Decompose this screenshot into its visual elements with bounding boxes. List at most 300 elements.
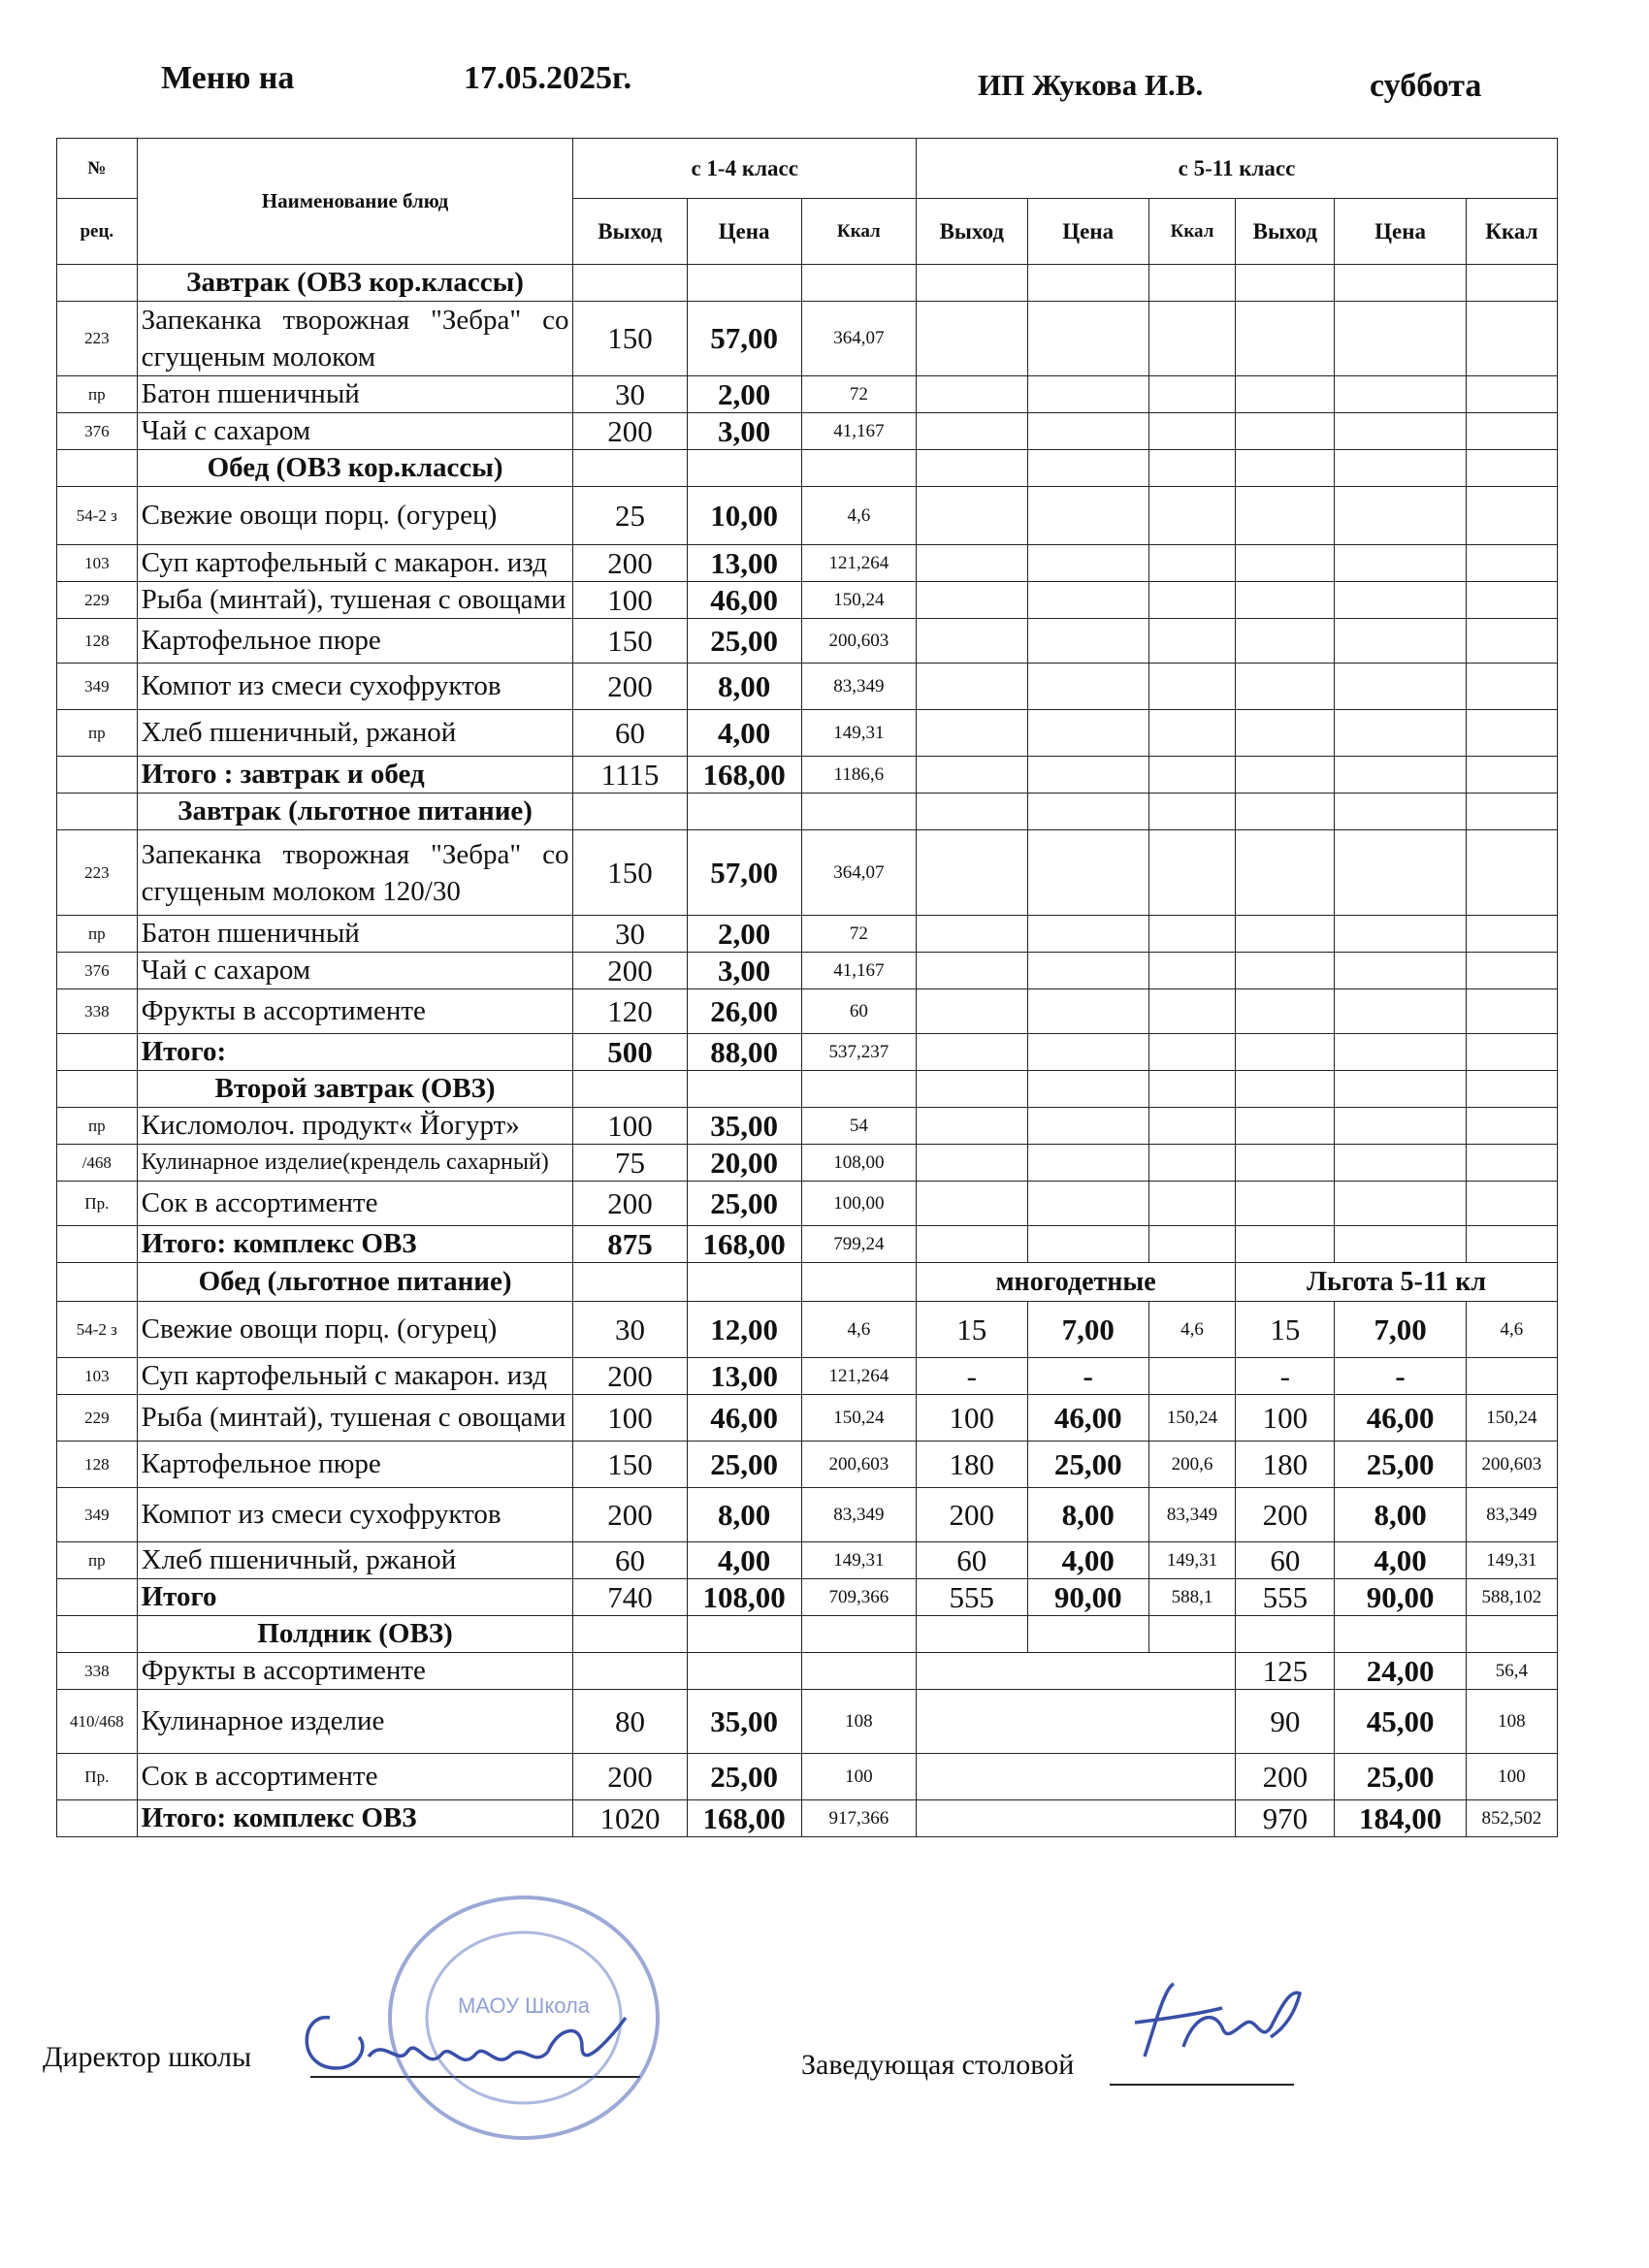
table-row bbox=[57, 1488, 1558, 1542]
portion-price: 57,00 bbox=[687, 302, 801, 376]
empty-cell bbox=[1335, 582, 1466, 619]
rec-header: рец. bbox=[57, 199, 138, 265]
empty-cell bbox=[801, 794, 916, 830]
portion-price: 46,00 bbox=[687, 1395, 801, 1442]
table-row bbox=[57, 1395, 1558, 1442]
portion-out: 150 bbox=[573, 302, 687, 376]
section-row bbox=[57, 450, 1558, 487]
total-kcal: 1186,6 bbox=[801, 757, 916, 794]
portion-out: 200 bbox=[573, 545, 687, 582]
empty-cell bbox=[1148, 953, 1236, 989]
many-out: 100 bbox=[916, 1395, 1027, 1442]
portion-out: 150 bbox=[573, 1442, 687, 1488]
portion-kcal: 4,6 bbox=[801, 1302, 916, 1358]
portion-out: 25 bbox=[573, 487, 687, 545]
many-price: 4,00 bbox=[1027, 1542, 1148, 1579]
empty-cell bbox=[916, 265, 1027, 302]
empty-cell bbox=[1466, 545, 1557, 582]
empty-cell bbox=[1148, 989, 1236, 1034]
portion-kcal: 72 bbox=[801, 916, 916, 953]
snack-section-row bbox=[57, 1616, 1558, 1653]
vendor-name: ИП Жукова И.В. bbox=[978, 68, 1204, 102]
many-price: 8,00 bbox=[1027, 1488, 1148, 1542]
benefit-kcal: 200,603 bbox=[1466, 1442, 1557, 1488]
empty-cell bbox=[1236, 1034, 1335, 1071]
empty-cell bbox=[916, 582, 1027, 619]
out-header: Выход bbox=[916, 199, 1027, 265]
portion-kcal: 364,07 bbox=[801, 830, 916, 916]
empty-cell bbox=[1027, 989, 1148, 1034]
empty-cell bbox=[573, 1616, 687, 1653]
benefit-kcal: 150,24 bbox=[1466, 1395, 1557, 1442]
recipe-code: пр bbox=[57, 1108, 138, 1145]
empty-cell bbox=[573, 265, 687, 302]
empty-cell bbox=[916, 1226, 1027, 1263]
many-price: 25,00 bbox=[1027, 1442, 1148, 1488]
benefit-kcal: 149,31 bbox=[1466, 1542, 1557, 1579]
empty-cell bbox=[573, 1263, 687, 1302]
dish-name: Сок в ассортименте bbox=[137, 1754, 573, 1800]
empty-cell bbox=[1236, 545, 1335, 582]
benefit-out: - bbox=[1236, 1358, 1335, 1395]
empty-cell bbox=[1466, 582, 1557, 619]
table-row bbox=[57, 953, 1558, 989]
dish-name: Кулинарное изделие(крендель сахарный) bbox=[137, 1145, 573, 1182]
benefit-kcal: 83,349 bbox=[1466, 1488, 1557, 1542]
empty-cell bbox=[1027, 413, 1148, 450]
empty-cell bbox=[1466, 1226, 1557, 1263]
empty-cell bbox=[916, 619, 1027, 664]
recipe-code: /468 bbox=[57, 1145, 138, 1182]
many-out: 200 bbox=[916, 1488, 1027, 1542]
dish-name: Картофельное пюре bbox=[137, 1442, 573, 1488]
empty-cell bbox=[687, 265, 801, 302]
recipe-code: 128 bbox=[57, 1442, 138, 1488]
portion-price: 168,00 bbox=[687, 1800, 801, 1837]
portion-kcal: 108 bbox=[801, 1690, 916, 1754]
many-kcal: 4,6 bbox=[1148, 1302, 1236, 1358]
empty-cell bbox=[1335, 794, 1466, 830]
empty-cell bbox=[1236, 664, 1335, 710]
empty-cell bbox=[1236, 1616, 1335, 1653]
table-row bbox=[57, 989, 1558, 1034]
empty-cell bbox=[916, 302, 1027, 376]
table-row bbox=[57, 582, 1558, 619]
portion-kcal: 121,264 bbox=[801, 545, 916, 582]
table-row bbox=[57, 1442, 1558, 1488]
dish-name: Чай с сахаром bbox=[137, 413, 573, 450]
empty-cell bbox=[916, 1800, 1235, 1837]
benefit-out: 200 bbox=[1236, 1754, 1335, 1800]
dish-name: Суп картофельный с макарон. изд bbox=[137, 545, 573, 582]
empty-cell bbox=[1466, 1108, 1557, 1145]
benefit-kcal: 108 bbox=[1466, 1690, 1557, 1754]
empty-cell bbox=[573, 450, 687, 487]
total-out: 1115 bbox=[573, 757, 687, 794]
table-row bbox=[57, 545, 1558, 582]
empty-cell bbox=[1027, 794, 1148, 830]
empty-cell bbox=[1027, 916, 1148, 953]
dish-name: Батон пшеничный bbox=[137, 916, 573, 953]
portion-kcal: 100 bbox=[801, 1754, 916, 1800]
empty-cell bbox=[916, 1145, 1027, 1182]
portion-out: 200 bbox=[573, 1358, 687, 1395]
empty-cell bbox=[916, 830, 1027, 916]
empty-cell bbox=[916, 1653, 1235, 1690]
table-row bbox=[57, 376, 1558, 413]
portion-price: 13,00 bbox=[687, 545, 801, 582]
empty-cell bbox=[1335, 265, 1466, 302]
empty-cell bbox=[1148, 450, 1236, 487]
portion-price: 3,00 bbox=[687, 953, 801, 989]
director-signature-icon bbox=[291, 1979, 640, 2086]
many-kcal bbox=[1148, 1358, 1236, 1395]
benefit-kcal: 56,4 bbox=[1466, 1653, 1557, 1690]
code-cell bbox=[57, 1071, 138, 1108]
empty-cell bbox=[1027, 1071, 1148, 1108]
recipe-code: пр bbox=[57, 916, 138, 953]
table-row bbox=[57, 1145, 1558, 1182]
recipe-code: пр bbox=[57, 1542, 138, 1579]
portion-price: 20,00 bbox=[687, 1145, 801, 1182]
dish-name: Запеканка творожная "Зебра" со сгущеным молоком 120/30 bbox=[137, 830, 573, 916]
portion-kcal bbox=[801, 1653, 916, 1690]
empty-cell bbox=[1466, 916, 1557, 953]
empty-cell bbox=[1148, 545, 1236, 582]
table-row bbox=[57, 1754, 1558, 1800]
total-label: Итого : завтрак и обед bbox=[137, 757, 573, 794]
empty-cell bbox=[916, 794, 1027, 830]
empty-cell bbox=[1335, 1145, 1466, 1182]
portion-price: 2,00 bbox=[687, 376, 801, 413]
empty-cell bbox=[1148, 376, 1236, 413]
group-1-4-header: с 1-4 класс bbox=[573, 139, 916, 199]
dish-name: Фрукты в ассортименте bbox=[137, 1653, 573, 1690]
portion-kcal: 200,603 bbox=[801, 1442, 916, 1488]
dish-name: Свежие овощи порц. (огурец) bbox=[137, 1302, 573, 1358]
section-title: Завтрак (ОВЗ кор.классы) bbox=[137, 265, 573, 302]
dish-name: Кулинарное изделие bbox=[137, 1690, 573, 1754]
portion-kcal: 150,24 bbox=[801, 1395, 916, 1442]
empty-cell bbox=[1335, 545, 1466, 582]
empty-cell bbox=[1236, 450, 1335, 487]
many-kcal: 83,349 bbox=[1148, 1488, 1236, 1542]
portion-kcal: 72 bbox=[801, 376, 916, 413]
empty-cell bbox=[1335, 376, 1466, 413]
dish-name: Кисломолоч. продукт« Йогурт» bbox=[137, 1108, 573, 1145]
benefit-out: 555 bbox=[1236, 1579, 1335, 1616]
empty-cell bbox=[1466, 989, 1557, 1034]
empty-cell bbox=[1027, 450, 1148, 487]
dish-name: Рыба (минтай), тушеная с овощами bbox=[137, 1395, 573, 1442]
empty-cell bbox=[1148, 710, 1236, 757]
empty-cell bbox=[1027, 664, 1148, 710]
empty-cell bbox=[801, 265, 916, 302]
dish-name: Фрукты в ассортименте bbox=[137, 989, 573, 1034]
empty-cell bbox=[1466, 710, 1557, 757]
benefit-out: 180 bbox=[1236, 1442, 1335, 1488]
table-row bbox=[57, 1542, 1558, 1579]
recipe-code: 349 bbox=[57, 664, 138, 710]
portion-kcal: 41,167 bbox=[801, 413, 916, 450]
empty-cell bbox=[1335, 1616, 1466, 1653]
table-row bbox=[57, 916, 1558, 953]
benefit-kcal: 588,102 bbox=[1466, 1579, 1557, 1616]
portion-kcal: 709,366 bbox=[801, 1579, 916, 1616]
benefit-price: 90,00 bbox=[1335, 1579, 1466, 1616]
recipe-code bbox=[57, 1579, 138, 1616]
recipe-code: 229 bbox=[57, 1395, 138, 1442]
portion-price: 25,00 bbox=[687, 1182, 801, 1226]
dish-name: Картофельное пюре bbox=[137, 619, 573, 664]
code-cell bbox=[57, 1263, 138, 1302]
portion-price: 108,00 bbox=[687, 1579, 801, 1616]
empty-cell bbox=[1236, 487, 1335, 545]
empty-cell bbox=[801, 1071, 916, 1108]
weekday: суббота bbox=[1370, 68, 1482, 104]
empty-cell bbox=[801, 1616, 916, 1653]
benefit-price: 25,00 bbox=[1335, 1754, 1466, 1800]
header-row-1 bbox=[57, 139, 1558, 199]
benefit-out: 100 bbox=[1236, 1395, 1335, 1442]
empty-cell bbox=[1466, 302, 1557, 376]
table-row bbox=[57, 1182, 1558, 1226]
table-row bbox=[57, 1358, 1558, 1395]
empty-cell bbox=[1027, 1226, 1148, 1263]
canteen-signature-line bbox=[1110, 2084, 1294, 2086]
empty-cell bbox=[916, 1071, 1027, 1108]
code-cell bbox=[57, 450, 138, 487]
price-header: Цена bbox=[687, 199, 801, 265]
recipe-code: 410/468 bbox=[57, 1690, 138, 1754]
empty-cell bbox=[1236, 1108, 1335, 1145]
empty-cell bbox=[1466, 413, 1557, 450]
menu-label: Меню на bbox=[161, 60, 295, 96]
code-cell bbox=[57, 1616, 138, 1653]
portion-price: 26,00 bbox=[687, 989, 801, 1034]
total-row bbox=[57, 757, 1558, 794]
total-row bbox=[57, 1034, 1558, 1071]
empty-cell bbox=[1236, 302, 1335, 376]
empty-cell bbox=[1335, 619, 1466, 664]
recipe-code: пр bbox=[57, 376, 138, 413]
empty-cell bbox=[1027, 302, 1148, 376]
benefit-kcal: 852,502 bbox=[1466, 1800, 1557, 1837]
stamp-text: МАОУ Школа bbox=[457, 1993, 591, 2018]
empty-cell bbox=[1236, 1226, 1335, 1263]
many-price: 90,00 bbox=[1027, 1579, 1148, 1616]
table-row bbox=[57, 413, 1558, 450]
kcal-header: Ккал bbox=[1466, 199, 1557, 265]
empty-cell bbox=[1466, 664, 1557, 710]
empty-cell bbox=[1466, 450, 1557, 487]
table-row bbox=[57, 1302, 1558, 1358]
empty-cell bbox=[1027, 1108, 1148, 1145]
recipe-code: 349 bbox=[57, 1488, 138, 1542]
portion-kcal: 54 bbox=[801, 1108, 916, 1145]
dish-name: Свежие овощи порц. (огурец) bbox=[137, 487, 573, 545]
portion-out: 100 bbox=[573, 1395, 687, 1442]
empty-cell bbox=[1148, 757, 1236, 794]
empty-cell bbox=[1148, 619, 1236, 664]
out-header: Выход bbox=[1236, 199, 1335, 265]
portion-out: 75 bbox=[573, 1145, 687, 1182]
portion-kcal: 149,31 bbox=[801, 1542, 916, 1579]
total-price: 88,00 bbox=[687, 1034, 801, 1071]
total-out: 875 bbox=[573, 1226, 687, 1263]
portion-out: 200 bbox=[573, 664, 687, 710]
total-price: 168,00 bbox=[687, 757, 801, 794]
portion-out: 150 bbox=[573, 619, 687, 664]
total-price: 168,00 bbox=[687, 1226, 801, 1263]
empty-cell bbox=[1466, 953, 1557, 989]
menu-date: 17.05.2025г. bbox=[464, 60, 632, 96]
recipe-code: Пр. bbox=[57, 1754, 138, 1800]
portion-price: 35,00 bbox=[687, 1108, 801, 1145]
recipe-code: 128 bbox=[57, 619, 138, 664]
empty-cell bbox=[916, 1182, 1027, 1226]
portion-price: 35,00 bbox=[687, 1690, 801, 1754]
empty-cell bbox=[1148, 302, 1236, 376]
code-cell bbox=[57, 794, 138, 830]
empty-cell bbox=[1236, 582, 1335, 619]
portion-kcal: 100,00 bbox=[801, 1182, 916, 1226]
recipe-code: 54-2 з bbox=[57, 1302, 138, 1358]
empty-cell bbox=[1236, 619, 1335, 664]
empty-cell bbox=[1148, 1145, 1236, 1182]
empty-cell bbox=[1466, 1616, 1557, 1653]
dish-header: Наименование блюд bbox=[137, 139, 573, 265]
table-row bbox=[57, 1690, 1558, 1754]
empty-cell bbox=[1027, 265, 1148, 302]
many-price: - bbox=[1027, 1358, 1148, 1395]
empty-cell bbox=[1148, 916, 1236, 953]
empty-cell bbox=[1027, 953, 1148, 989]
empty-cell bbox=[687, 1263, 801, 1302]
many-out: - bbox=[916, 1358, 1027, 1395]
portion-kcal: 108,00 bbox=[801, 1145, 916, 1182]
benefit-price: 7,00 bbox=[1335, 1302, 1466, 1358]
empty-cell bbox=[1335, 916, 1466, 953]
recipe-code: 103 bbox=[57, 545, 138, 582]
portion-out: 740 bbox=[573, 1579, 687, 1616]
benefit-out: 125 bbox=[1236, 1653, 1335, 1690]
portion-out: 200 bbox=[573, 1488, 687, 1542]
dish-name: Хлеб пшеничный, ржаной bbox=[137, 1542, 573, 1579]
portion-kcal: 121,264 bbox=[801, 1358, 916, 1395]
benefit-price: 184,00 bbox=[1335, 1800, 1466, 1837]
empty-cell bbox=[1027, 1145, 1148, 1182]
portion-price: 25,00 bbox=[687, 1442, 801, 1488]
benefit-price: 45,00 bbox=[1335, 1690, 1466, 1754]
empty-cell bbox=[916, 376, 1027, 413]
table-row bbox=[57, 1653, 1558, 1690]
many-out: 180 bbox=[916, 1442, 1027, 1488]
portion-kcal: 83,349 bbox=[801, 664, 916, 710]
empty-cell bbox=[1027, 619, 1148, 664]
empty-cell bbox=[1148, 1182, 1236, 1226]
many-kcal: 149,31 bbox=[1148, 1542, 1236, 1579]
portion-out: 200 bbox=[573, 413, 687, 450]
portion-price: 10,00 bbox=[687, 487, 801, 545]
portion-out: 30 bbox=[573, 1302, 687, 1358]
empty-cell bbox=[1236, 953, 1335, 989]
portion-kcal: 60 bbox=[801, 989, 916, 1034]
empty-cell bbox=[1148, 830, 1236, 916]
benefit-out: 90 bbox=[1236, 1690, 1335, 1754]
portion-out: 80 bbox=[573, 1690, 687, 1754]
empty-cell bbox=[916, 710, 1027, 757]
section-row bbox=[57, 1071, 1558, 1108]
dish-name: Хлеб пшеничный, ржаной bbox=[137, 710, 573, 757]
empty-cell bbox=[1466, 1145, 1557, 1182]
empty-cell bbox=[1027, 1182, 1148, 1226]
empty-cell bbox=[1148, 794, 1236, 830]
empty-cell bbox=[1335, 989, 1466, 1034]
empty-cell bbox=[1148, 487, 1236, 545]
section-title: Обед (льготное питание) bbox=[137, 1263, 573, 1302]
recipe-code: 54-2 з bbox=[57, 487, 138, 545]
benefit-out: 15 bbox=[1236, 1302, 1335, 1358]
benefit-kcal bbox=[1466, 1358, 1557, 1395]
portion-out: 100 bbox=[573, 582, 687, 619]
empty-cell bbox=[1027, 830, 1148, 916]
empty-cell bbox=[916, 1034, 1027, 1071]
total-label: Итого bbox=[137, 1579, 573, 1616]
portion-price: 4,00 bbox=[687, 710, 801, 757]
empty-cell bbox=[1148, 265, 1236, 302]
empty-cell bbox=[916, 1754, 1235, 1800]
portion-out: 120 bbox=[573, 989, 687, 1034]
total-kcal: 799,24 bbox=[801, 1226, 916, 1263]
dish-name: Сок в ассортименте bbox=[137, 1182, 573, 1226]
portion-price: 4,00 bbox=[687, 1542, 801, 1579]
group-5-11-header: с 5-11 класс bbox=[916, 139, 1557, 199]
empty-cell bbox=[1148, 413, 1236, 450]
many-kcal: 200,6 bbox=[1148, 1442, 1236, 1488]
recipe-code bbox=[57, 1800, 138, 1837]
empty-cell bbox=[1148, 1071, 1236, 1108]
section-title: Второй завтрак (ОВЗ) bbox=[137, 1071, 573, 1108]
recipe-code: Пр. bbox=[57, 1182, 138, 1226]
recipe-code: 223 bbox=[57, 830, 138, 916]
empty-cell bbox=[687, 794, 801, 830]
portion-out: 150 bbox=[573, 830, 687, 916]
portion-out: 30 bbox=[573, 916, 687, 953]
benefit-price: 46,00 bbox=[1335, 1395, 1466, 1442]
empty-cell bbox=[1027, 1034, 1148, 1071]
benefit-price: - bbox=[1335, 1358, 1466, 1395]
lunch-section-row bbox=[57, 1263, 1558, 1302]
recipe-code: 376 bbox=[57, 953, 138, 989]
portion-out: 200 bbox=[573, 953, 687, 989]
no-header: № bbox=[57, 139, 138, 199]
empty-cell bbox=[1466, 830, 1557, 916]
code-cell bbox=[57, 1034, 138, 1071]
empty-cell bbox=[916, 1616, 1027, 1653]
many-out: 60 bbox=[916, 1542, 1027, 1579]
empty-cell bbox=[1236, 916, 1335, 953]
many-out: 555 bbox=[916, 1579, 1027, 1616]
empty-cell bbox=[916, 989, 1027, 1034]
portion-out bbox=[573, 1653, 687, 1690]
recipe-code: 229 bbox=[57, 582, 138, 619]
empty-cell bbox=[1236, 757, 1335, 794]
many-price: 7,00 bbox=[1027, 1302, 1148, 1358]
empty-cell bbox=[573, 794, 687, 830]
portion-price bbox=[687, 1653, 801, 1690]
empty-cell bbox=[1335, 830, 1466, 916]
